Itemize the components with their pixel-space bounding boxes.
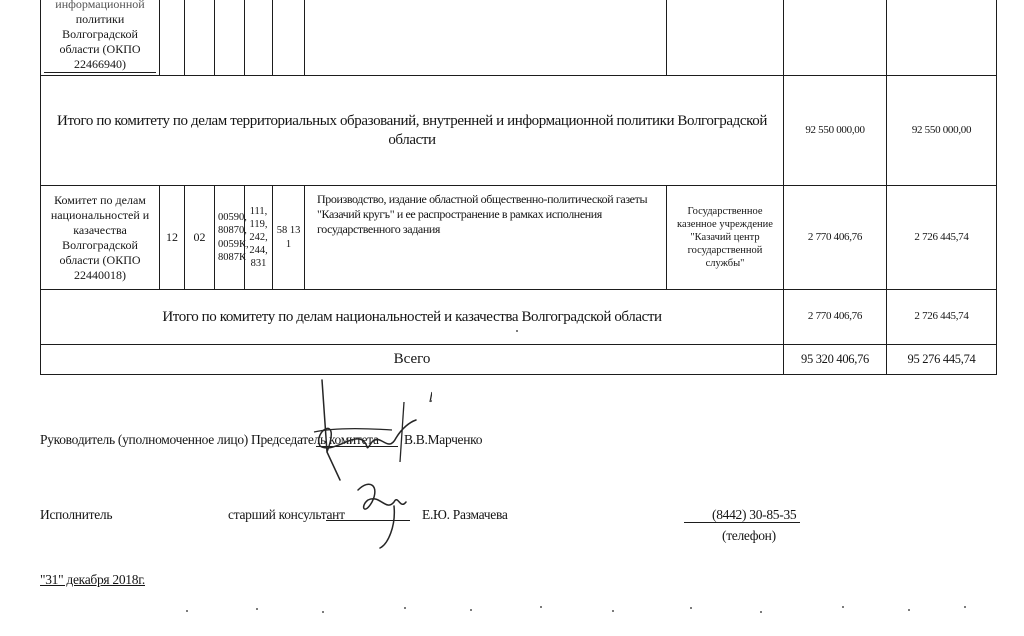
subtotal-value-2: 92 550 000,00 [887,76,997,186]
scan-noise [964,606,966,608]
code-cell-5: 58 13 1 [273,186,305,290]
scan-noise [322,611,324,613]
total-label: Всего [41,345,784,375]
phone-line [684,522,800,523]
scan-noise [430,400,432,402]
org-line: информационной [55,0,145,11]
subtotal-label: Итого по комитету по делам территориальных образований, внутренней и информационной политики Волгоградской области [41,76,784,186]
total-value-2: 95 276 445,74 [887,345,997,375]
scan-noise [760,611,762,613]
head-signature-image [292,372,432,492]
scan-noise [540,606,542,608]
org-line: политики Волгоградской [62,12,138,41]
scan-noise [690,607,692,609]
scan-noise [186,610,188,612]
scan-noise [256,608,258,610]
scan-noise [612,610,614,612]
subtotal-value-1: 2 770 406,76 [784,290,887,345]
head-label: Руководитель (уполномоченное лицо) Председатель комитета [40,432,379,447]
head-name: В.В.Марченко [404,432,483,447]
phone-caption: (телефон) [722,528,776,543]
scan-noise [842,606,844,608]
row-value-1: 2 770 406,76 [784,186,887,290]
phone-number: (8442) 30-85-35 [712,507,797,522]
institution-cell: Государственное казенное учреждение "Казачий центр государственной службы" [667,186,784,290]
scan-noise [470,609,472,611]
executor-position: старший консультант [228,507,345,522]
executor-label: Исполнитель [40,507,113,522]
scan-noise [404,607,406,609]
code-cell-4: 111, 119, 242, 244, 831 [245,186,273,290]
org-cell: Комитет по делам национальностей и казачества Волгоградской области (ОКПО 22440018) [41,186,160,290]
subtotal-value-2: 2 726 445,74 [887,290,997,345]
scan-noise [516,330,518,332]
code-cell-1: 12 [160,186,185,290]
org-line: области (ОКПО 22466940) [44,42,156,73]
subtotal-value-1: 92 550 000,00 [784,76,887,186]
executor-name: Е.Ю. Размачева [422,507,508,522]
total-value-1: 95 320 406,76 [784,345,887,375]
row-value-2: 2 726 445,74 [887,186,997,290]
subtotal-label: Итого по комитету по делам национальностей и казачества Волгоградской области [41,290,784,345]
scan-noise [908,609,910,611]
code-cell-3: 00590, 80870, 0059К, 8087К [215,186,245,290]
executor-signature-image [350,476,420,556]
description-cell: Производство, издание областной общественно-политической газеты "Казачий кругъ" и ее распространение в рамках исполнения государственного задания [305,186,667,290]
document-date: "31" декабря 2018г. [40,572,145,587]
code-cell-2: 02 [185,186,215,290]
